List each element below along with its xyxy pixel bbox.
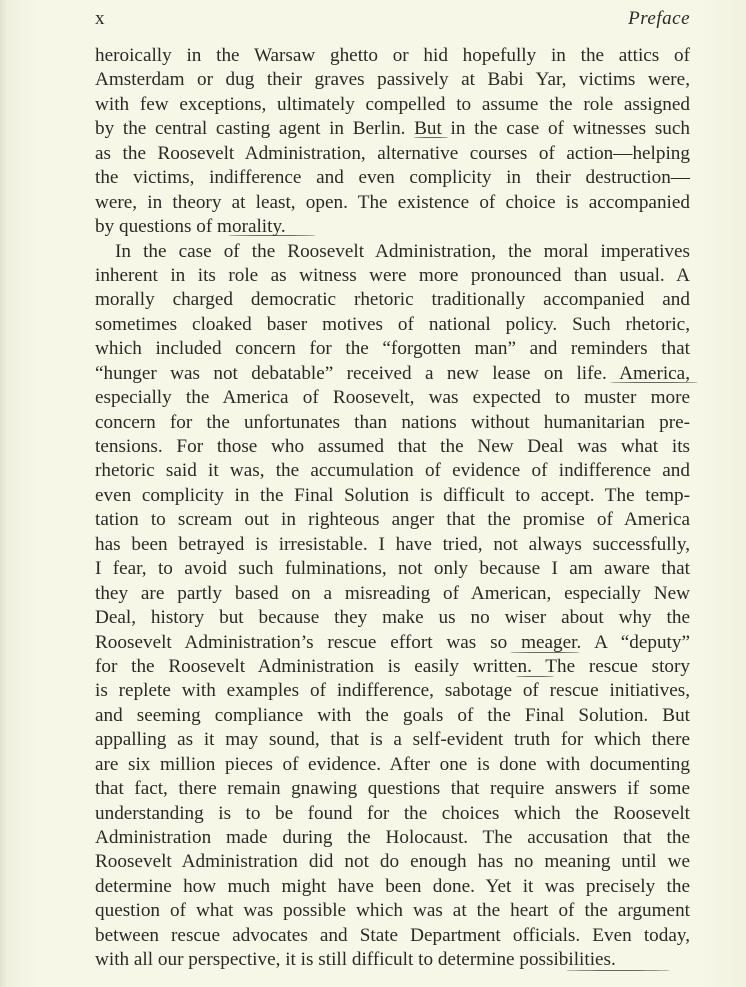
pencil-underline-mark <box>610 382 698 383</box>
text-line: has been betrayed is irresistable. I have tried, not always successfully, <box>95 533 690 555</box>
text-line: the victims, indifference and even complicity in their destruction— <box>95 167 690 189</box>
text-line: by the central casting agent in Berlin. But in the case of witnesses such <box>95 118 690 140</box>
text-line: tensions. For those who assumed that the New Deal was what its <box>95 436 690 457</box>
text-line: even complicity in the Final Solution is difficult to accept. The temp- <box>95 484 690 506</box>
text-line: rhetoric said it was, the accumulation of evidence of indifference and <box>95 460 690 482</box>
text-line: for the Roosevelt Administration is easily written. The rescue story <box>95 655 690 677</box>
pencil-underline-mark <box>516 676 554 677</box>
text-line: with few exceptions, ultimately compelled to assume the role assigned <box>95 93 690 115</box>
text-line: that fact, there remain gnawing questions that require answers if some <box>95 778 690 800</box>
text-line: between rescue advocates and State Department officials. Even today, <box>95 924 690 946</box>
pencil-underline-mark <box>414 137 448 138</box>
text-line: understanding is to be found for the choices which the Roosevelt <box>95 802 690 824</box>
text-line: sometimes cloaked baser motives of national policy. Such rhetoric, <box>95 313 690 335</box>
text-line: with all our perspective, it is still difficult to determine possibilities. <box>95 949 616 971</box>
text-line: concern for the unfortunates than nations without humanitarian pre- <box>95 411 690 433</box>
text-line: is replete with examples of indifference, sabotage of rescue initiatives, <box>95 680 690 702</box>
text-line: “hunger was not debatable” received a new lease on life. America, <box>95 362 690 384</box>
text-line: appalling as it may sound, that is a self-evident truth for which there <box>95 729 690 751</box>
text-line: especially the America of Roosevelt, was expected to muster more <box>95 387 690 409</box>
pencil-underline-mark <box>566 970 670 971</box>
text-line: Amsterdam or dug their graves passively at Babi Yar, victims were, <box>95 69 690 91</box>
text-line: heroically in the Warsaw ghetto or hid hopefully in the attics of <box>95 45 690 66</box>
text-line: as the Roosevelt Administration, alternative courses of action—helping <box>95 142 690 164</box>
text-line: Deal, history but because they make us no wiser about why the <box>95 607 690 629</box>
text-line: Administration made during the Holocaust. The accusation that the <box>95 827 690 848</box>
text-line: determine how much might have been done. Yet it was precisely the <box>95 875 690 897</box>
text-line: I fear, to avoid such fulminations, not only because I am aware that <box>95 558 690 580</box>
text-line: which included concern for the “forgotten man” and reminders that <box>95 338 690 360</box>
text-line: In the case of the Roosevelt Administration, the moral imperatives <box>115 240 690 262</box>
section-title: Preface <box>628 8 690 29</box>
pencil-underline-mark <box>228 235 316 236</box>
text-line: inherent in its role as witness were more pronounced than usual. A <box>95 264 690 286</box>
text-line: and seeming compliance with the goals of the Final Solution. But <box>95 704 690 726</box>
running-head <box>95 8 690 34</box>
text-line: morally charged democratic rhetoric traditionally accompanied and <box>95 289 690 311</box>
page-number: x <box>95 8 105 29</box>
text-line: were, in theory at least, open. The existence of choice is accompanied <box>95 191 690 213</box>
binding-shadow <box>0 0 8 987</box>
body-text <box>95 44 690 973</box>
text-line: tation to scream out in righteous anger that the promise of America <box>95 509 690 531</box>
text-line: Roosevelt Administration’s rescue effort was so meager. A “deputy” <box>95 631 690 653</box>
text-line: question of what was possible which was at the heart of the argument <box>95 900 690 922</box>
text-line: are six million pieces of evidence. After one is done with documenting <box>95 753 690 775</box>
pencil-underline-mark <box>510 652 580 653</box>
text-line: by questions of morality. <box>95 216 286 238</box>
text-line: they are partly based on a misreading of American, especially New <box>95 582 690 604</box>
text-line: Roosevelt Administration did not do enough has no meaning until we <box>95 851 690 873</box>
